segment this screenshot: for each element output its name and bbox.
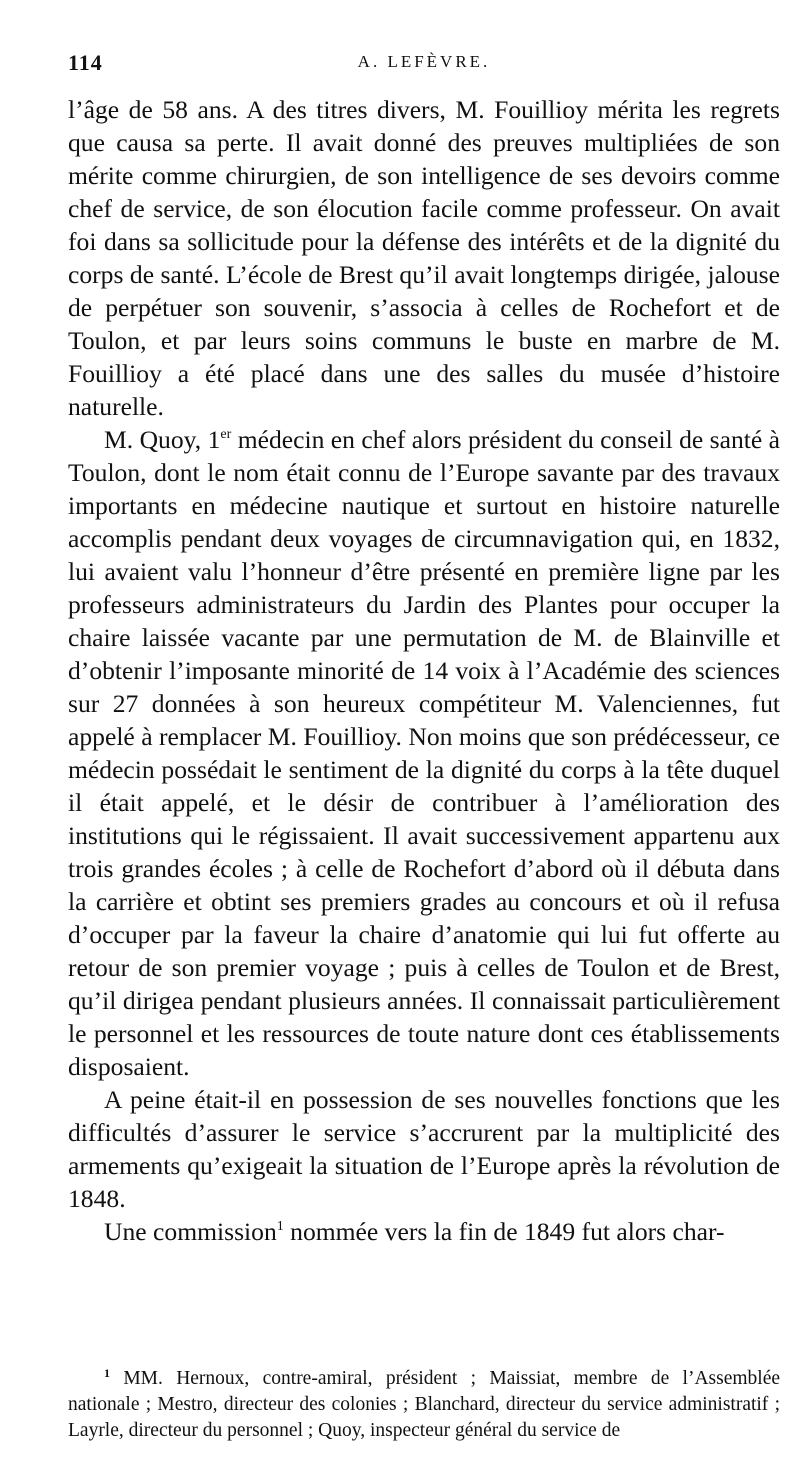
paragraph-1: l’âge de 58 ans. A des titres divers, M. Fouillioy mérita les regrets que causa sa perte. Il avait donné des preuves multipliées de son mérite comme chirurgien, de son intelligence de ses devoirs comme chef de service, de son élocution facile comme professeur. On avait foi dans sa sollicitude pour la défense des intérêts et de la dignité du corps de santé. L’école de Brest qu’il avait longtemps dirigée, jalouse de perpétuer son souvenir, s’associa à celles de Rochefort et de Toulon, et par leurs soins communs le buste en marbre de M. Fouillioy a été placé dans une des salles du musée d’histoire naturelle. xyxy=(68,95,780,421)
paragraph-4-rest: nommée vers la fin de 1849 fut alors char- xyxy=(283,1217,725,1246)
body-text xyxy=(68,93,780,1248)
paragraph-2-start: M. Quoy, 1 xyxy=(104,425,221,454)
footnote xyxy=(68,1366,780,1444)
ordinal-superscript: er xyxy=(220,427,232,442)
page-header xyxy=(68,50,780,80)
footnote-reference: 1 xyxy=(276,1219,284,1234)
paragraph-4-start: Une commission xyxy=(104,1217,277,1246)
footnote-text-block xyxy=(68,1366,780,1444)
footnote-mark: 1 xyxy=(104,1366,110,1380)
paragraph-2 xyxy=(68,423,780,1083)
paragraph-3: A peine était-il en possession de ses nouvelles fonctions que les difficultés d’assurer le service s’accrurent par la multiplicité des armements qu’exigeait la situation de l’Europe après la révolution de 1848. xyxy=(68,1085,780,1213)
page-number: 114 xyxy=(68,50,103,75)
paragraph-2-rest: médecin en chef alors président du conseil de santé à Toulon, dont le nom était connu de l’Europe savante par des travaux importants en médecine nautique et surtout en histoire naturelle accomplis pendant deux voyages de circumnavigation qui, en 1832, lui avaient valu l’honneur d’être présenté en première ligne par les professeurs administrateurs du Jardin des Plantes pour occuper la chaire laissée vacante par une permutation de M. de Blainville et d’obtenir l’imposante minorité de 14 voix à l’Académie des sciences sur 27 données à son heureux compétiteur M. Valenciennes, fut appelé à remplacer M. Fouillioy. Non moins que son prédécesseur, ce médecin possédait le sentiment de la dignité du corps à la tête duquel il était appelé, et le désir de contribuer à l’amélioration des institutions qui le régissaient. Il avait successivement appartenu aux trois grandes écoles ; à celle de Rochefort d’abord où il débuta dans la carrière et obtint ses premiers grades au concours et où il refusa d’occuper par la faveur la chaire d’anatomie qui lui fut offerte au retour de son premier voyage ; puis à celles de Toulon et de Brest, qu’il dirigea pendant plusieurs années. Il connaissait particulièrement le personnel et les ressources de toute nature dont ces établissements disposaient. xyxy=(68,425,781,1081)
footnote-text: MM. Hernoux, contre-amiral, président ; Maissiat, membre de l’Assemblée nationale ; Mestro, directeur des colonies ; Blanchard, directeur du service administratif ; Layrle, directeur du personnel ; Quoy, inspecteur général du service de xyxy=(68,1368,781,1441)
running-head: A. LEFÈVRE. xyxy=(357,52,491,71)
paragraph-4 xyxy=(68,1215,780,1248)
